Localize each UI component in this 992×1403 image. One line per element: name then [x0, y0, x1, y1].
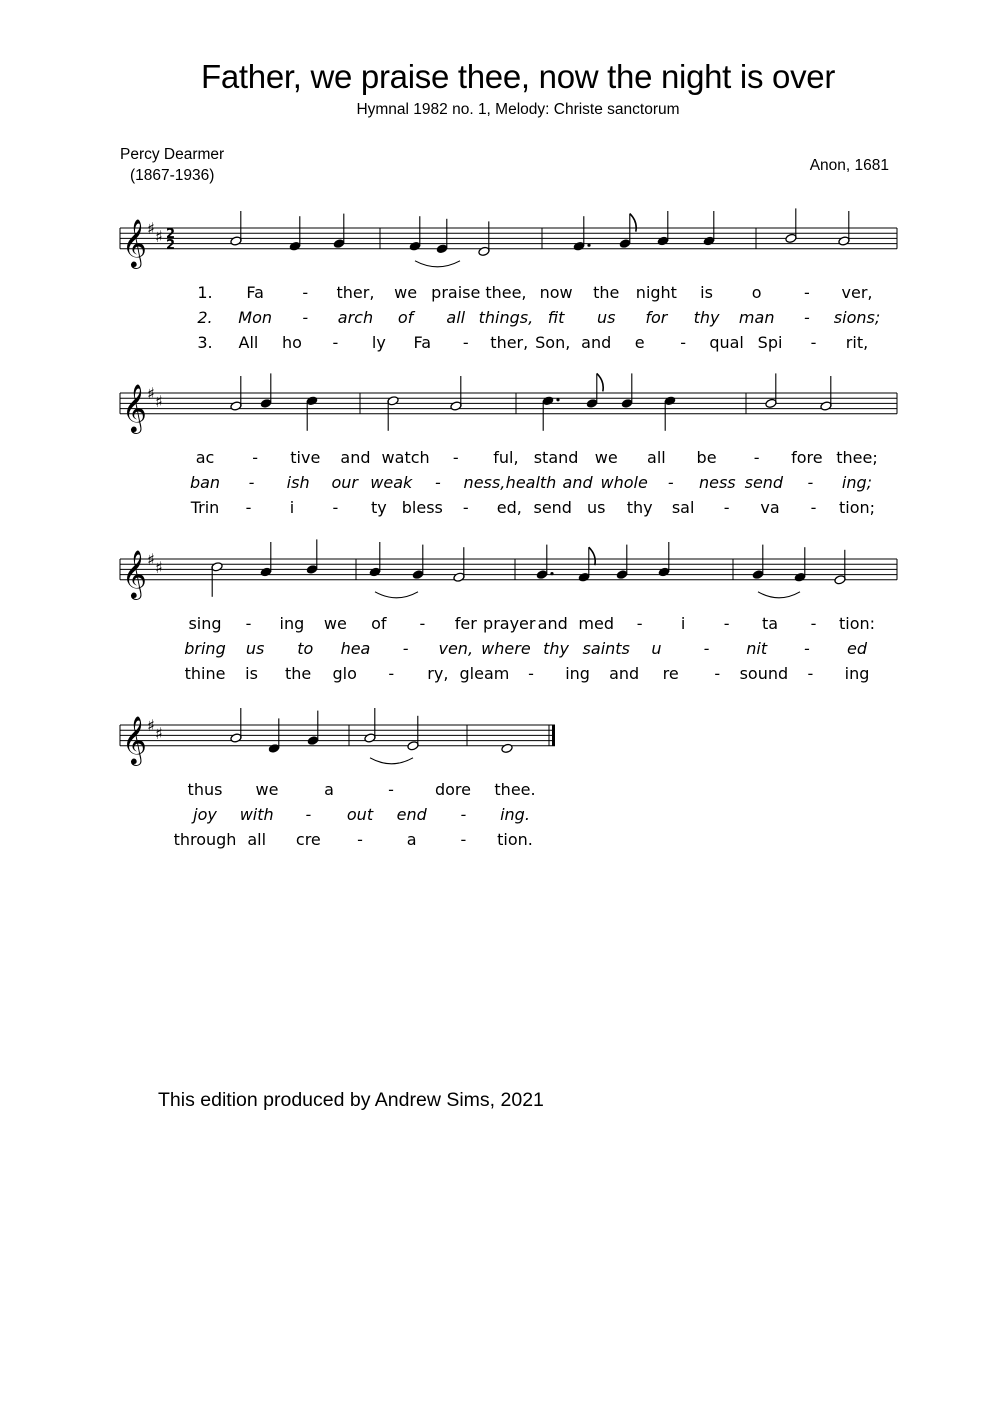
lyric-syllable: Son, [535, 333, 571, 352]
note [387, 396, 399, 431]
hymn-subtitle: Hymnal 1982 no. 1, Melody: Christe sanctorum [356, 101, 680, 118]
sharp-c: ♯ [155, 392, 163, 411]
lyric-syllable: ness, [463, 473, 506, 492]
note [333, 214, 345, 249]
note [364, 708, 376, 743]
note [536, 545, 554, 580]
lyric-syllable: - [252, 448, 259, 467]
lyric-syllable: ty [370, 498, 387, 517]
lyric-syllable: thus [187, 780, 223, 799]
lyric-syllable: and [609, 664, 640, 683]
lyric-syllable: thy [543, 639, 570, 658]
lyric-syllable: all [446, 308, 466, 327]
lyric-line-verse-2 [184, 639, 868, 658]
lyric-syllable: 2. [197, 308, 213, 327]
slur [375, 592, 418, 598]
lyric-syllable: prayer [483, 614, 536, 633]
score-system-3 [120, 539, 897, 683]
lyric-line-verse-1 [197, 283, 872, 302]
lyric-syllable: ful, [493, 448, 519, 467]
lyric-syllable: health [505, 473, 557, 492]
lyric-syllable: - [680, 333, 687, 352]
note [268, 718, 280, 753]
note [412, 545, 424, 580]
lyric-syllable: we [323, 614, 347, 633]
lyric-syllable: - [248, 473, 255, 492]
lyric-syllable: qual [709, 333, 744, 352]
lyric-syllable: now [539, 283, 573, 302]
lyric-syllable: ver, [841, 283, 873, 302]
lyric-syllable: ban [189, 473, 221, 492]
lyric-syllable: ther, [336, 283, 375, 302]
lyric-syllable: ing [279, 614, 305, 633]
note [765, 373, 777, 408]
treble-clef: 𝄞 [122, 714, 147, 764]
note-flag [630, 214, 636, 232]
note [501, 743, 513, 753]
lyric-syllable: thy [626, 498, 653, 517]
note [542, 396, 560, 431]
lyric-syllable: the [285, 664, 312, 683]
lyric-syllable: va [760, 498, 780, 517]
lyric-syllable: e [634, 333, 645, 352]
lyric-syllable: fit [547, 308, 565, 327]
lyric-syllable: - [462, 333, 469, 352]
lyric-syllable: - [462, 498, 469, 517]
lyric-syllable: sound [739, 664, 789, 683]
note [573, 216, 591, 251]
lyric-syllable: ta [762, 614, 779, 633]
lyric-syllable: - [667, 473, 674, 492]
lyric-syllable: things, [478, 308, 534, 327]
lyric-syllable: hea [340, 639, 371, 658]
lyric-line-verse-1 [188, 614, 875, 633]
lyric-line-verse-1 [188, 780, 536, 799]
lyric-syllable: ther, [490, 333, 529, 352]
lyric-syllable: - [332, 498, 339, 517]
note [794, 547, 806, 582]
lyric-syllable: gleam [459, 664, 510, 683]
lyric-syllable: is [245, 664, 258, 683]
lyric-syllable: i [289, 498, 295, 517]
lyric-syllable: thee; [836, 448, 878, 467]
sharp-f: ♯ [147, 384, 155, 403]
lyric-syllable: all [647, 448, 666, 467]
lyric-syllable: u [651, 639, 662, 658]
lyric-syllable: to [297, 639, 314, 658]
lyric-syllable: for [645, 308, 668, 327]
lyric-syllable: bring [184, 639, 226, 658]
lyric-syllable: is [700, 283, 713, 302]
lyric-syllable: ed, [496, 498, 522, 517]
lyric-syllable: - [460, 805, 467, 824]
sharp-c: ♯ [155, 724, 163, 743]
lyric-syllable: be [696, 448, 717, 467]
slur [370, 758, 413, 764]
lyric-syllable: - [332, 333, 339, 352]
composer-credit: Anon, 1681 [809, 157, 889, 174]
treble-clef: 𝄞 [122, 382, 147, 432]
note [260, 542, 272, 577]
lyric-syllable: ed [847, 639, 867, 658]
lyric-syllable: praise [431, 283, 481, 302]
score-system-1 [120, 208, 897, 352]
lyric-line-verse-3 [174, 830, 533, 849]
lyric-syllable: sal [671, 498, 695, 517]
score-system-4 [120, 708, 555, 849]
lyric-syllable: we [255, 780, 279, 799]
lyric-syllable: with [239, 805, 274, 824]
lyric-syllable: - [305, 805, 312, 824]
lyric-syllable: ven, [438, 639, 474, 658]
lyric-syllable: - [302, 283, 309, 302]
lyric-line-verse-3 [197, 333, 868, 352]
lyric-syllable: arch [337, 308, 374, 327]
lyric-syllable: rit, [845, 333, 869, 352]
lyric-syllable: - [714, 664, 721, 683]
lyric-syllable: ing [844, 664, 870, 683]
note-dot [550, 572, 553, 575]
lyric-syllable: - [753, 448, 760, 467]
note [478, 221, 490, 256]
lyric-syllable: - [807, 664, 814, 683]
lyric-syllable: the [593, 283, 620, 302]
sharp-f: ♯ [147, 219, 155, 238]
notehead [501, 743, 513, 753]
lyric-syllable: - [807, 473, 814, 492]
lyric-syllable: through [173, 830, 237, 849]
lyric-syllable: watch [381, 448, 430, 467]
lyric-syllable: thee. [494, 780, 536, 799]
note [211, 562, 223, 597]
lyric-syllable: ing; [841, 473, 873, 492]
lyric-syllable: - [434, 473, 441, 492]
lyric-syllable: - [419, 614, 426, 633]
lyric-syllable: send [744, 473, 784, 492]
lyric-syllable: out [346, 805, 374, 824]
lyric-syllable: and [562, 473, 593, 492]
lyric-syllable: glo [332, 664, 357, 683]
lyric-syllable: and [581, 333, 612, 352]
lyric-syllable: a [406, 830, 417, 849]
author-dates: (1867-1936) [130, 167, 215, 184]
lyric-syllable: man [738, 308, 775, 327]
lyric-syllable: Trin [190, 498, 220, 517]
note [230, 211, 242, 246]
note [230, 708, 242, 743]
lyric-syllable: 1. [197, 283, 213, 302]
lyric-syllable: of [397, 308, 414, 327]
lyric-syllable: thy [693, 308, 720, 327]
lyric-syllable: - [452, 448, 459, 467]
lyric-syllable: tive [290, 448, 321, 467]
lyric-syllable: our [331, 473, 358, 492]
lyric-syllable: where [481, 639, 531, 658]
lyric-syllable: ish [286, 473, 310, 492]
lyric-syllable: - [460, 830, 467, 849]
note [289, 216, 301, 251]
lyric-syllable: - [528, 664, 534, 683]
lyric-syllable: - [402, 639, 409, 658]
lyric-syllable: nit [746, 639, 768, 658]
lyric-syllable: Fa [246, 283, 264, 302]
lyric-line-verse-3 [185, 664, 870, 683]
lyric-line-verse-1 [196, 448, 878, 467]
time-signature-top: 2 [166, 227, 176, 242]
note [307, 711, 319, 746]
lyric-syllable: end [396, 805, 427, 824]
lyric-syllable: med [578, 614, 614, 633]
lyric-line-verse-2 [197, 308, 880, 327]
hymn-title: Father, we praise thee, now the night is over [200, 58, 836, 95]
lyric-syllable: sing [188, 614, 222, 633]
lyric-syllable: Spi [757, 333, 783, 352]
lyric-syllable: - [803, 639, 810, 658]
note [306, 396, 318, 431]
note [664, 396, 676, 431]
lyric-syllable: thee, [485, 283, 527, 302]
lyric-syllable: i [680, 614, 686, 633]
note [658, 542, 670, 577]
lyric-syllable: - [703, 639, 710, 658]
lyric-syllable: All [238, 333, 259, 352]
lyric-syllable: ing. [500, 805, 530, 824]
lyric-syllable: - [388, 664, 395, 683]
lyric-syllable: weak [370, 473, 413, 492]
lyric-line-verse-2 [191, 805, 530, 824]
lyric-syllable: us [586, 498, 606, 517]
lyric-syllable: - [245, 614, 252, 633]
lyric-line-verse-2 [190, 473, 872, 492]
lyric-syllable: re [662, 664, 679, 683]
lyric-syllable: - [302, 308, 309, 327]
treble-clef: 𝄞 [122, 548, 147, 598]
lyric-syllable: - [245, 498, 252, 517]
note [306, 539, 318, 574]
lyric-syllable: - [803, 283, 810, 302]
note [838, 211, 850, 246]
lyric-syllable: - [357, 830, 363, 849]
note [436, 219, 448, 254]
lyric-syllable: sions; [833, 308, 881, 327]
lyric-syllable: fer [454, 614, 477, 633]
edition-credit: This edition produced by Andrew Sims, 2021 [158, 1089, 544, 1111]
lyric-syllable: ac [195, 448, 215, 467]
lyric-syllable: ho [281, 333, 302, 352]
lyric-syllable: of [371, 614, 387, 633]
lyric-syllable: - [636, 614, 643, 633]
author-name: Percy Dearmer [120, 146, 225, 163]
lyric-syllable: - [723, 614, 730, 633]
note-dot [587, 244, 590, 247]
lyric-syllable: o [751, 283, 762, 302]
treble-clef: 𝄞 [122, 217, 147, 267]
sharp-c: ♯ [155, 558, 163, 577]
lyric-syllable: - [810, 614, 817, 633]
lyric-syllable: tion; [838, 498, 876, 517]
lyric-syllable: and [537, 614, 568, 633]
lyric-syllable: - [810, 498, 817, 517]
lyric-syllable: stand [533, 448, 579, 467]
sharp-f: ♯ [147, 550, 155, 569]
note [820, 376, 832, 411]
note-flag [589, 547, 595, 565]
score-system-2 [120, 373, 897, 517]
lyric-syllable: ing [565, 664, 590, 683]
lyric-syllable: - [723, 498, 730, 517]
lyric-syllable: tion: [838, 614, 876, 633]
lyric-syllable: fore [791, 448, 823, 467]
lyric-syllable: joy [193, 805, 217, 824]
note [834, 550, 846, 585]
lyric-syllable: us [245, 639, 265, 658]
lyric-syllable: ry, [427, 664, 449, 683]
note [621, 373, 633, 408]
lyric-syllable: a [324, 780, 334, 799]
lyric-syllable: saints [582, 639, 630, 658]
lyric-syllable: ness [698, 473, 736, 492]
lyric-syllable: thine [184, 664, 226, 683]
lyric-syllable: Mon [238, 308, 273, 327]
note [409, 216, 421, 251]
lyric-syllable: cre [295, 830, 321, 849]
note [453, 547, 465, 582]
lyric-syllable: we [394, 283, 418, 302]
lyric-syllable: us [596, 308, 616, 327]
note [407, 716, 419, 751]
lyric-syllable: Fa [413, 333, 432, 352]
sharp-f: ♯ [147, 716, 155, 735]
lyric-syllable: - [803, 308, 810, 327]
slur [758, 592, 800, 598]
lyric-syllable: whole [600, 473, 648, 492]
lyric-syllable: 3. [197, 333, 213, 352]
lyric-syllable: send [533, 498, 572, 517]
lyric-syllable: tion. [497, 830, 533, 849]
note [369, 542, 381, 577]
slur [415, 261, 460, 267]
lyric-syllable: dore [434, 780, 472, 799]
lyric-syllable: and [340, 448, 371, 467]
sharp-c: ♯ [155, 227, 163, 246]
note [616, 545, 628, 580]
lyric-syllable: we [594, 448, 618, 467]
note [703, 211, 715, 246]
lyric-syllable: night [635, 283, 677, 302]
lyric-syllable: - [388, 780, 394, 799]
lyric-syllable: bless [401, 498, 443, 517]
time-signature-bottom: 2 [166, 238, 176, 253]
lyric-syllable: - [810, 333, 817, 352]
note [230, 376, 242, 411]
note [752, 545, 764, 580]
note-dot [556, 398, 559, 401]
note [260, 373, 272, 408]
lyric-syllable: all [247, 830, 267, 849]
note [785, 208, 797, 243]
note [578, 547, 595, 582]
lyric-line-verse-3 [190, 498, 875, 517]
lyric-syllable: ly [371, 333, 386, 352]
note [657, 211, 669, 246]
final-barline-thick [552, 725, 555, 746]
note-flag [597, 373, 603, 391]
note [450, 376, 462, 411]
